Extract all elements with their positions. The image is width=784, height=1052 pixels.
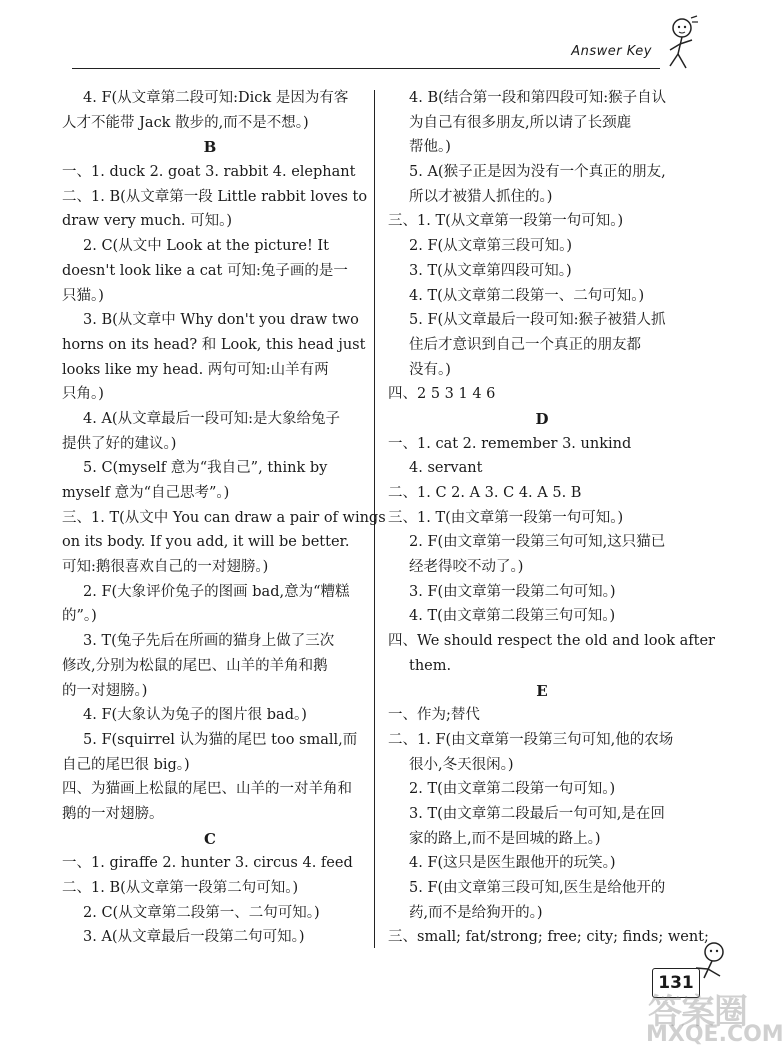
- left-column: [62, 86, 386, 950]
- answer-line: 很小,冬天很闲。): [409, 756, 514, 773]
- answer-line: 3. B(从文章中 Why don't you draw two: [83, 312, 359, 329]
- answer-line: 2. C(从文中 Look at the picture! It: [83, 238, 329, 255]
- answer-line: 5. A(猴子正是因为没有一个真正的朋友,: [409, 164, 666, 181]
- answer-line: 只角。): [62, 386, 104, 403]
- watermark-line-1: 答案圈: [648, 992, 747, 1032]
- answer-line: 没有。): [409, 361, 451, 378]
- answer-line: 二、1. B(从文章第一段第二句可知。): [62, 880, 299, 896]
- section-heading-b: B: [203, 138, 217, 157]
- answer-line: 修改,分别为松鼠的尾巴、山羊的羊角和鹅: [62, 657, 328, 674]
- page-number: 131: [652, 968, 700, 998]
- answer-line: 3. T(兔子先后在所画的猫身上做了三次: [83, 633, 335, 650]
- answer-line: 二、1. C 2. A 3. C 4. A 5. B: [388, 485, 582, 501]
- answer-line: 2. T(由文章第二段第一句可知。): [409, 781, 616, 798]
- answer-line: 人才不能带 Jack 散步的,而不是不想。): [62, 114, 309, 131]
- answer-line: 5. F(从文章最后一段可知:猴子被猎人抓: [409, 312, 666, 329]
- answer-line: 2. C(从文章第二段第一、二句可知。): [83, 904, 320, 921]
- answer-line: 的一对翅膀。): [62, 682, 148, 699]
- answer-line: 一、1. duck 2. goat 3. rabbit 4. elephant: [62, 164, 356, 181]
- section-heading-c: C: [204, 829, 216, 848]
- answer-line: 自己的尾巴很 big。): [62, 756, 190, 773]
- answer-line: 3. T(由文章第二段最后一句可知,是在回: [409, 805, 665, 822]
- watermark-logo: [640, 984, 784, 1052]
- answer-line: 2. F(大象评价兔子的图画 bad,意为“糟糕: [83, 583, 350, 600]
- answer-line: 5. C(myself 意为“我自己”, think by: [83, 460, 328, 477]
- answer-line: 帮他。): [409, 139, 451, 156]
- answer-line: 2. F(由文章第一段第三句可知,这只猫已: [409, 534, 666, 551]
- header-title: Answer Key: [571, 44, 652, 59]
- answer-line: 5. F(由文章第三段可知,医生是给他开的: [409, 880, 666, 896]
- watermark-line-2: MXQE.COM: [646, 1022, 784, 1047]
- answer-line: 三、1. T(由文章第一段第一句可知。): [388, 509, 624, 526]
- answer-line: 4. A(从文章最后一段可知:是大象给兔子: [83, 410, 340, 427]
- answer-line: myself 意为“自己思考”。): [62, 485, 230, 501]
- right-column: [388, 86, 715, 950]
- answer-line: 可知:鹅很喜欢自己的一对翅膀。): [62, 559, 269, 576]
- stick-figure-icon: [660, 14, 700, 74]
- answer-line: 住后才意识到自己一个真正的朋友都: [409, 336, 641, 353]
- answer-line: 经老得咬不动了。): [409, 559, 524, 576]
- answer-line: 的”。): [62, 608, 97, 625]
- answer-line: doesn't look like a cat 可知:兔子画的是一: [62, 262, 348, 279]
- answer-line: 为自己有很多朋友,所以请了长颈鹿: [409, 114, 632, 131]
- answer-line: them.: [409, 657, 452, 674]
- answer-line: 三、small; fat/strong; free; city; finds; went;: [388, 929, 709, 946]
- section-heading-e: E: [536, 681, 548, 700]
- answer-line: 3. T(从文章第四段可知。): [409, 262, 572, 279]
- answer-line: 4. B(结合第一段和第四段可知:猴子自认: [409, 90, 667, 106]
- answer-line: 4. F(大象认为兔子的图片很 bad。): [83, 707, 307, 724]
- answer-line: draw very much. 可知。): [62, 213, 233, 230]
- answer-line: 四、We should respect the old and look after: [388, 633, 715, 650]
- answer-line: 4. T(由文章第二段第三句可知。): [409, 608, 616, 625]
- answer-line: 4. F(这只是医生跟他开的玩笑。): [409, 855, 616, 872]
- answer-line: 药,而不是给狗开的。): [409, 904, 543, 921]
- answer-line: 四、为猫画上松鼠的尾巴、山羊的一对羊角和: [62, 781, 352, 798]
- answer-line: 一、1. cat 2. remember 3. unkind: [388, 435, 632, 452]
- answer-line: 一、作为;替代: [388, 707, 480, 724]
- answer-line: 三、1. T(从文章第一段第一句可知。): [388, 213, 624, 230]
- answer-line: 家的路上,而不是回城的路上。): [409, 830, 601, 847]
- answer-line: 3. F(由文章第一段第二句可知。): [409, 583, 616, 600]
- answer-line: horns on its head? 和 Look, this head just: [62, 336, 366, 353]
- header-rule: [72, 68, 660, 69]
- answer-line: 2. F(从文章第三段可知。): [409, 238, 573, 255]
- answer-line: 所以才被猎人抓住的。): [409, 188, 553, 205]
- answer-line: 4. servant: [409, 460, 483, 477]
- answer-line: looks like my head. 两句可知:山羊有两: [62, 361, 329, 378]
- answer-line: 3. A(从文章最后一段第二句可知。): [83, 929, 305, 946]
- answer-line: 二、1. B(从文章第一段 Little rabbit loves to: [62, 188, 368, 205]
- answer-line: 三、1. T(从文中 You can draw a pair of wings: [62, 509, 386, 526]
- answer-line: 二、1. F(由文章第一段第三句可知,他的农场: [388, 731, 674, 748]
- section-heading-d: D: [535, 409, 549, 428]
- answer-line: 4. T(从文章第二段第一、二句可知。): [409, 287, 645, 304]
- answer-line: 5. F(squirrel 认为猫的尾巴 too small,而: [83, 731, 358, 748]
- answer-line: 提供了好的建议。): [62, 435, 177, 452]
- answer-line: 4. F(从文章第二段可知:Dick 是因为有客: [83, 90, 349, 106]
- answer-line: 一、1. giraffe 2. hunter 3. circus 4. feed: [62, 855, 353, 872]
- answer-line: 只猫。): [62, 287, 104, 304]
- answer-line: on its body. If you add, it will be better.: [62, 534, 350, 551]
- answer-line: 四、2 5 3 1 4 6: [388, 386, 496, 403]
- answer-line: 鹅的一对翅膀。: [62, 805, 164, 822]
